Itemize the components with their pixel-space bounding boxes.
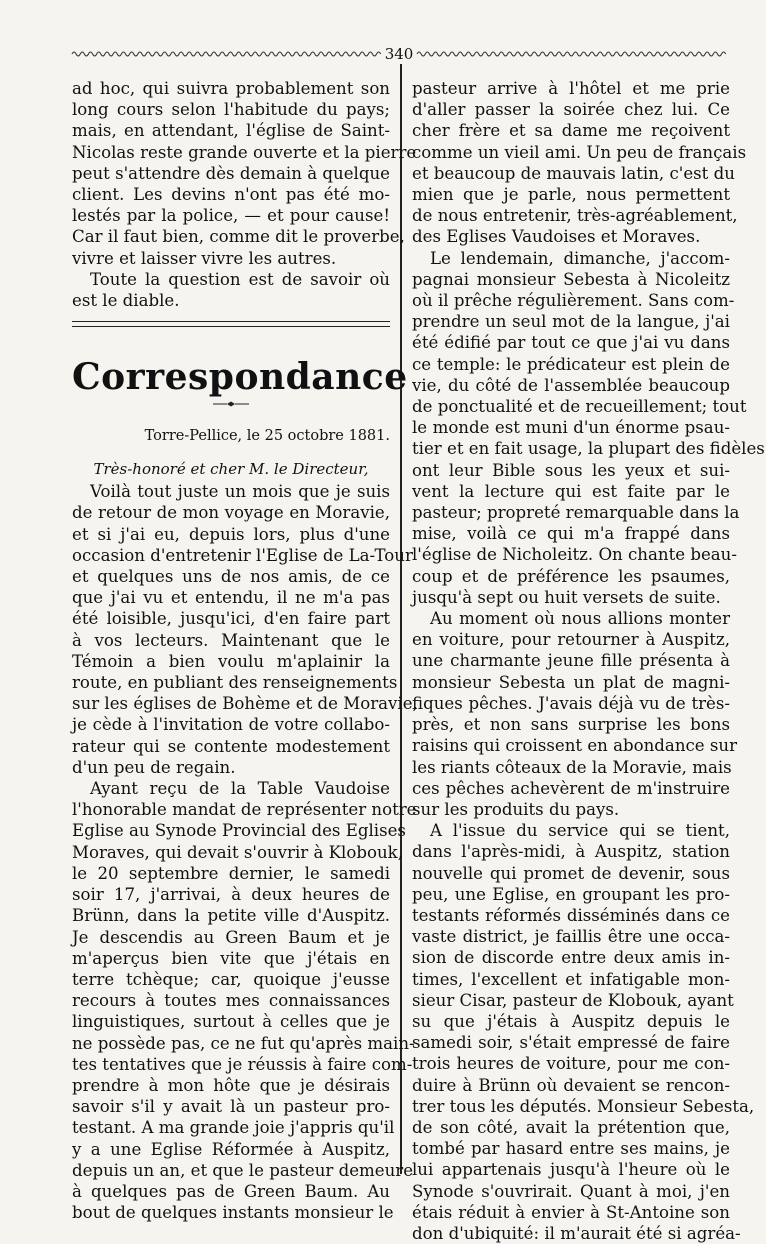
text-line: sur les produits du pays.: [412, 799, 620, 819]
text-line: peut s'attendre dès demain à quelque: [72, 163, 390, 183]
text-line: été loisible, jusqu'ici, d'en faire part: [72, 609, 390, 629]
text-line: près, et non sans surprise les bons: [412, 715, 730, 735]
text-line: Brünn, dans la petite ville d'Auspitz.: [72, 906, 390, 926]
text-line: fiques pêches. J'avais déjà vu de très-: [412, 693, 730, 713]
text-line: Toute la question est de savoir où: [90, 269, 390, 289]
text-line: raisins qui croissent en abondance sur: [412, 736, 738, 756]
text-line: su que j'étais à Auspitz depuis le: [412, 1011, 730, 1031]
text-line: où il prêche régulièrement. Sans com-: [412, 291, 735, 311]
text-line: de son côté, avait la prétention que,: [412, 1117, 730, 1137]
text-line: de ponctualité et de recueillement; tout: [412, 397, 747, 417]
text-line: lui appartenais jusqu'à l'heure où le: [412, 1160, 730, 1180]
text-line: samedi soir, s'était empressé de faire: [412, 1033, 730, 1053]
salutation: Très-honoré et cher M. le Directeur,: [93, 460, 369, 479]
page-number: 340: [384, 45, 414, 63]
text-line: Au moment où nous allions monter: [430, 609, 730, 629]
text-line: linguistiques, surtout à celles que je: [72, 1012, 390, 1032]
text-line: une charmante jeune fille présenta à: [412, 651, 730, 671]
text-line: testants réformés disséminés dans ce: [412, 905, 730, 925]
text-line: de retour de mon voyage en Moravie,: [72, 503, 390, 523]
text-line: vie, du côté de l'assemblée beaucoup: [412, 375, 730, 395]
text-line: vaste district, je faillis être une occa-: [412, 927, 730, 947]
text-line: que j'ai vu et entendu, il ne m'a pas: [72, 588, 390, 608]
question-paragraph: [72, 269, 390, 311]
text-line: pasteur arrive à l'hôtel et me prie: [412, 79, 730, 98]
text-line: route, en publiant des renseignements: [72, 673, 398, 693]
text-line: y a une Eglise Réformée à Auspitz,: [72, 1139, 390, 1159]
text-line: Eglise au Synode Provincial des Eglises: [72, 821, 406, 841]
text-line: est le diable.: [72, 291, 180, 311]
text-line: rateur qui se contente modestement: [72, 736, 390, 756]
text-line: Le lendemain, dimanche, j'accom-: [430, 248, 730, 268]
text-line: occasion d'entretenir l'Eglise de La-Tour: [72, 545, 413, 565]
text-line: vent la lecture qui est faite par le: [412, 481, 730, 501]
text-line: les riants côteaux de la Moravie, mais: [412, 757, 732, 777]
text-line: le 20 septembre dernier, le samedi: [72, 863, 390, 883]
text-line: Je descendis au Green Baum et je: [72, 927, 390, 947]
text-line: dans l'après-midi, à Auspitz, station: [412, 842, 730, 862]
text-line: d'un peu de regain.: [72, 757, 236, 777]
text-line: pasteur; propreté remarquable dans la: [412, 503, 740, 523]
text-line: à vos lecteurs. Maintenant que le: [72, 630, 390, 650]
text-line: don d'ubiquité: il m'aurait été si agréa-: [412, 1223, 741, 1243]
text-line: testant. A ma grande joie j'appris qu'il: [72, 1118, 395, 1138]
text-line: Synode s'ouvrirait. Quant à moi, j'en: [412, 1181, 730, 1201]
right-column: [412, 78, 765, 1243]
text-line: ce temple: le prédicateur est plein de: [412, 354, 730, 374]
text-line: Voilà tout juste un mois que je suis: [90, 482, 390, 502]
text-line: des Eglises Vaudoises et Moraves.: [412, 227, 701, 247]
text-line: le monde est muni d'un énorme psau-: [412, 418, 730, 438]
text-line: tes tentatives que je réussis à faire com-: [72, 1054, 413, 1074]
letter-paragraph-6: [412, 820, 755, 1244]
text-line: A l'issue du service qui se tient,: [430, 821, 730, 841]
text-line: l'église de Nicholeitz. On chante beau-: [412, 545, 737, 565]
text-line: Nicolas reste grande ouverte et la pierre: [72, 142, 417, 162]
double-rule: [72, 321, 390, 327]
text-line: tier et en fait usage, la plupart des fidèles: [412, 439, 765, 459]
text-line: ces pêches achevèrent de m'instruire: [412, 778, 730, 798]
section-title: Correspondance: [72, 356, 408, 399]
text-line: client. Les devins n'ont pas été mo-: [72, 185, 390, 205]
text-line: Moraves, qui devait s'ouvrir à Klobouk,: [72, 842, 403, 862]
text-line: nouvelle qui promet de devenir, sous: [412, 863, 730, 883]
text-line: pagnai monsieur Sebesta à Nicoleitz: [412, 269, 730, 289]
text-line: été édifié par tout ce que j'ai vu dans: [412, 333, 730, 353]
text-line: sieur Cisar, pasteur de Klobouk, ayant: [412, 990, 734, 1010]
letter-paragraph-2: [72, 778, 417, 1223]
text-line: depuis un an, et que le pasteur demeure: [72, 1160, 414, 1180]
letter-paragraph-5: [412, 608, 738, 820]
text-line: m'aperçus bien vite que j'étais en: [72, 948, 390, 968]
text-line: ad hoc, qui suivra probablement son: [72, 79, 390, 98]
text-line: mise, voilà ce qui m'a frappé dans: [412, 524, 730, 544]
text-line: long cours selon l'habitude du pays;: [72, 100, 390, 120]
text-line: recours à toutes mes connaissances: [72, 991, 390, 1011]
text-line: duire à Brünn où devaient se rencon-: [412, 1075, 730, 1095]
text-line: d'aller passer la soirée chez lui. Ce: [412, 100, 730, 120]
text-line: comme un vieil ami. Un peu de français: [412, 142, 747, 162]
intro-paragraph: [72, 78, 417, 269]
text-line: prendre à mon hôte que je désirais: [72, 1075, 390, 1095]
text-line: peu, une Eglise, en groupant les pro-: [412, 884, 730, 904]
letter-paragraph-3: [412, 78, 747, 248]
text-line: Car il faut bien, comme dit le proverbe,: [72, 227, 405, 247]
text-line: Témoin a bien voulu m'aplainir la: [72, 651, 390, 671]
text-line: ne possède pas, ce ne fut qu'après main-: [72, 1033, 415, 1053]
text-line: cher frère et sa dame me reçoivent: [412, 121, 730, 141]
left-column: [72, 78, 418, 1223]
text-line: mien que je parle, nous permettent: [412, 185, 730, 205]
text-line: étais réduit à envier à St-Antoine son: [412, 1202, 730, 1222]
text-line: et quelques uns de nos amis, de ce: [72, 567, 390, 587]
text-line: sion de discorde entre deux amis in-: [412, 948, 730, 968]
text-line: à quelques pas de Green Baum. Au: [72, 1181, 390, 1201]
text-line: lestés par la police, — et pour cause!: [72, 206, 390, 226]
text-line: et si j'ai eu, depuis lors, plus d'une: [72, 524, 390, 544]
text-line: trois heures de voiture, pour me con-: [412, 1054, 730, 1074]
text-line: prendre un seul mot de la langue, j'ai: [412, 312, 730, 332]
letter-paragraph-4: [412, 248, 765, 608]
text-line: mais, en attendant, l'église de Saint-: [72, 121, 390, 141]
text-line: terre tchèque; car, quoique j'eusse: [72, 969, 390, 989]
letter-paragraph-1: [72, 481, 418, 778]
text-line: monsieur Sebesta un plat de magni-: [412, 672, 730, 692]
page-header: [72, 44, 726, 64]
text-line: en voiture, pour retourner à Auspitz,: [412, 630, 730, 650]
text-line: je cède à l'invitation de votre collabo-: [72, 715, 390, 735]
text-line: bout de quelques instants monsieur le: [72, 1203, 394, 1223]
text-line: trer tous les députés. Monsieur Sebesta,: [412, 1096, 755, 1116]
text-line: et beaucoup de mauvais latin, c'est du: [412, 163, 735, 183]
text-line: soir 17, j'arrivai, à deux heures de: [72, 885, 390, 905]
text-line: sur les églises de Bohème et de Moravie,: [72, 694, 418, 714]
text-line: savoir s'il y avait là un pasteur pro-: [72, 1097, 390, 1117]
text-line: tombé par hasard entre ses mains, je: [412, 1139, 730, 1159]
title-ornament: [213, 401, 249, 407]
text-line: l'honorable mandat de représenter notre: [72, 800, 417, 820]
wavy-rule-left: [72, 50, 381, 58]
text-line: ont leur Bible sous les yeux et sui-: [412, 460, 730, 480]
text-line: de nous entretenir, très-agréablement,: [412, 206, 738, 226]
text-line: coup et de préférence les psaumes,: [412, 566, 730, 586]
wavy-rule-right: [417, 50, 726, 58]
text-line: Ayant reçu de la Table Vaudoise: [90, 779, 390, 799]
dateline: Torre-Pellice, le 25 octobre 1881.: [144, 428, 390, 445]
text-line: times, l'excellent et infatigable mon-: [412, 969, 730, 989]
text-line: vivre et laisser vivre les autres.: [72, 248, 337, 268]
text-line: jusqu'à sept ou huit versets de suite.: [412, 587, 721, 607]
